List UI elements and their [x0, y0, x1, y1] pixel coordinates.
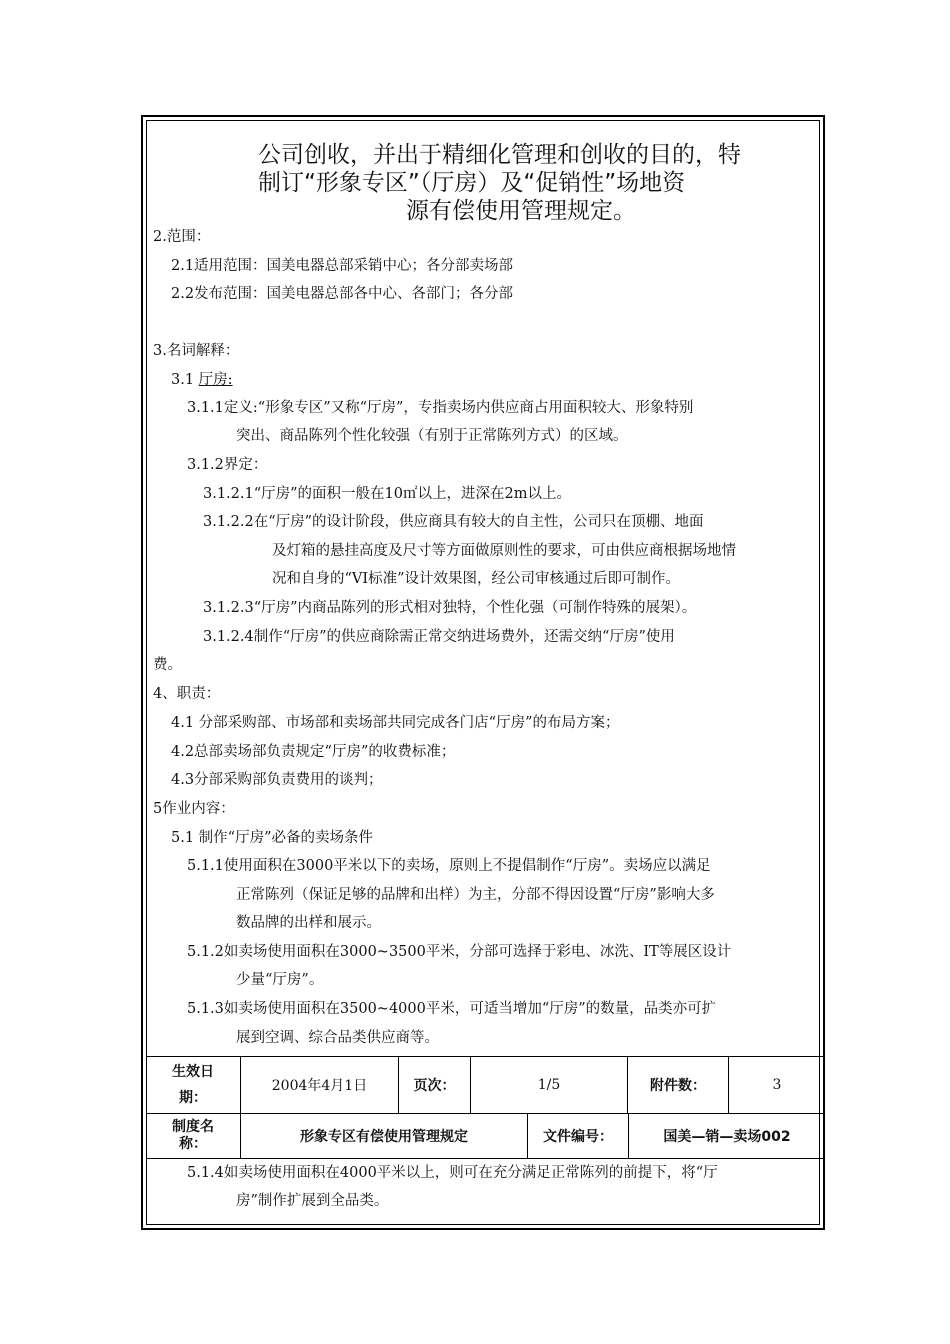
section-3-title: 3.名词解释： — [153, 343, 240, 359]
definition-3-1-1-line-1: 3.1.1定义:“形象专区”又称“厅房”，专指卖场内供应商占用面积较大、形象特别 — [187, 400, 694, 416]
section-2-title: 2.范围： — [153, 229, 211, 245]
section-4-item-2: 4.2总部卖场部负责规定“厅房”的收费标准； — [171, 744, 456, 760]
page-label: 页次： — [413, 1077, 456, 1094]
effective-date-label-line-2: 期： — [179, 1089, 207, 1106]
item-5-1-1-line-2: 正常陈列（保证足够的品牌和出样）为主，分部不得因设置“厅房”影响大多 — [236, 887, 715, 903]
item-5-1-4-line-1: 5.1.4如卖场使用面积在4000平米以上，则可在充分满足正常陈列的前提下，将“厅 — [187, 1165, 718, 1181]
item-3-1-2-3: 3.1.2.3“厅房”内商品陈列的形式相对独特，个性化强（可制作特殊的展架）。 — [203, 600, 697, 616]
effective-date-label-line-1: 生效日 — [172, 1063, 214, 1080]
attachment-count-label: 附件数： — [650, 1077, 706, 1094]
effective-date-label — [146, 1056, 240, 1113]
item-5-1-3-line-2: 展到空调、综合品类供应商等。 — [236, 1030, 439, 1046]
heading-line-1: 公司创收，并出于精细化管理和创收的目的，特 — [258, 142, 741, 168]
attachment-count-value: 3 — [772, 1076, 782, 1093]
item-3-1-2-2-line-1: 3.1.2.2在“厅房”的设计阶段，供应商具有较大的自主性，公司只在顶棚、地面 — [203, 514, 704, 530]
document-info-table — [146, 1056, 825, 1159]
heading-line-3: 源有偿使用管理规定。 — [406, 198, 636, 224]
item-5-1-2-line-2: 少量“厅房”。 — [236, 972, 324, 988]
item-5-1-4-line-2: 房”制作扩展到全品类。 — [236, 1193, 389, 1209]
section-5-1-title: 5.1 制作“厅房”必备的卖场条件 — [171, 830, 373, 846]
regulation-name-label-line-2: 称： — [179, 1136, 207, 1152]
item-3-1-2-2-line-3: 况和自身的“VI标准”设计效果图，经公司审核通过后即可制作。 — [272, 571, 681, 587]
item-5-1-1-line-1: 5.1.1使用面积在3000平米以下的卖场，原则上不提倡制作“厅房”。卖场应以满足 — [187, 858, 711, 874]
section-4-item-1: 4.1 分部采购部、市场部和卖场部共同完成各门店“厅房”的布局方案； — [171, 715, 620, 731]
section-2-item-1: 2.1适用范围：国美电器总部采销中心；各分部卖场部 — [171, 258, 514, 274]
effective-date-value: 2004年4月1日 — [271, 1077, 368, 1094]
item-5-1-3-line-1: 5.1.3如卖场使用面积在3500~4000平米，可适当增加“厅房”的数量，品类亦可扩 — [187, 1001, 717, 1017]
regulation-name-label — [146, 1114, 240, 1158]
heading-line-2: 制订“形象专区”（厅房）及“促销性”场地资 — [258, 170, 686, 196]
definition-3-1-1-line-2: 突出、商品陈列个性化较强（有别于正常陈列方式）的区域。 — [236, 428, 628, 444]
section-4-item-3: 4.3分部采购部负责费用的谈判； — [171, 772, 383, 788]
page-value: 1/5 — [537, 1076, 561, 1093]
regulation-name-value: 形象专区有偿使用管理规定 — [300, 1129, 468, 1145]
item-3-1-2-2-line-2: 及灯箱的悬挂高度及尺寸等方面做原则性的要求，可由供应商根据场地情 — [272, 543, 736, 559]
section-4-title: 4、职责： — [153, 686, 221, 702]
section-2-item-2: 2.2发布范围：国美电器总部各中心、各部门；各分部 — [171, 286, 514, 302]
item-3-1-2-1: 3.1.2.1“厅房”的面积一般在10㎡以上，进深在2m以上。 — [203, 486, 571, 502]
item-3-1-2-4-line-1: 3.1.2.4制作“厅房”的供应商除需正常交纳进场费外，还需交纳“厅房”使用 — [203, 629, 675, 645]
document-number-value: 国美—销—卖场002 — [663, 1129, 791, 1145]
regulation-name-label-line-1: 制度名 — [172, 1119, 214, 1135]
section-3-1-heading — [171, 370, 233, 390]
item-5-1-2-line-1: 5.1.2如卖场使用面积在3000~3500平米，分部可选择于彩电、冰洗、IT等展区设计 — [187, 944, 732, 960]
document-number-label: 文件编号： — [543, 1129, 613, 1145]
document-heading — [258, 141, 806, 225]
item-3-1-2-4-line-2: 费。 — [153, 657, 182, 673]
section-3-1-term: 厅房: — [198, 372, 233, 388]
item-5-1-1-line-3: 数品牌的出样和展示。 — [236, 915, 381, 931]
section-5-title: 5作业内容： — [153, 801, 235, 817]
section-3-1-number: 3.1 — [171, 372, 199, 388]
section-3-1-2-title: 3.1.2界定： — [187, 457, 268, 473]
